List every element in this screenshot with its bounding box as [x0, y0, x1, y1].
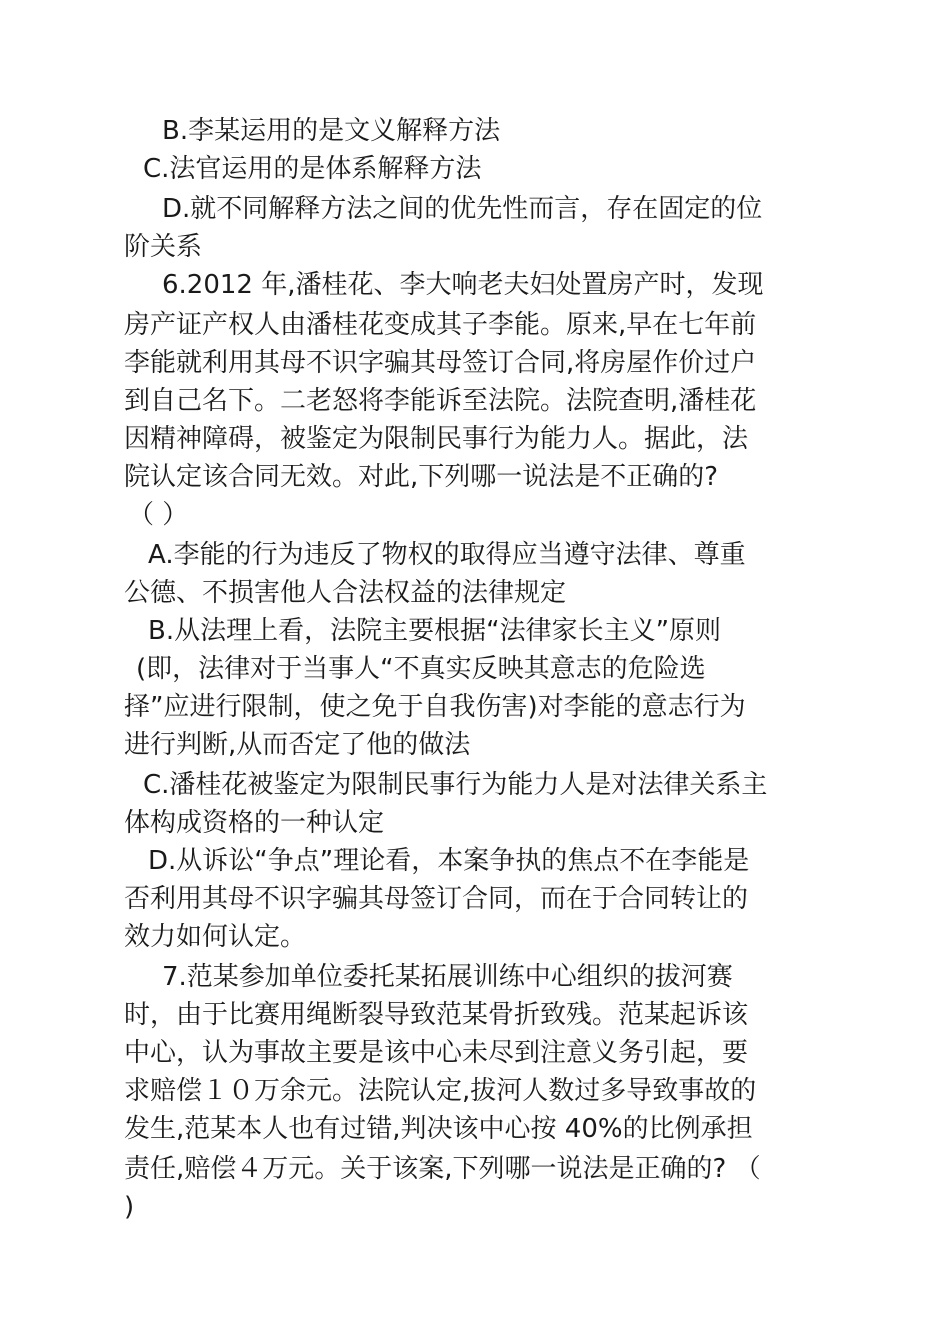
option-d-q6-line-2: 否利用其母不识字骗其母签订合同，而在于合同转让的 [124, 884, 749, 914]
option-d-q6-line-1: D.从诉讼“争点”理论看，本案争执的焦点不在李能是 [148, 846, 750, 876]
question-7-line-7: ) [124, 1192, 135, 1222]
question-6-line-1: 6.2012 年,潘桂花、李大响老夫妇处置房产时，发现 [162, 270, 764, 300]
option-b-q6-line-1: B.从法理上看，法院主要根据“法律家长主义”原则 [148, 616, 722, 646]
option-c-q6-line-1: C.潘桂花被鉴定为限制民事行为能力人是对法律关系主 [143, 770, 768, 800]
option-c-q5: C.法官运用的是体系解释方法 [143, 154, 482, 184]
option-a-q6-line-2: 公德、不损害他人合法权益的法律规定 [124, 578, 567, 608]
question-7-line-1: 7.范某参加单位委托某拓展训练中心组织的拔河赛 [162, 962, 733, 992]
option-d-q5-line-2: 阶关系 [124, 232, 203, 262]
question-6-line-4: 到自己名下。二老怒将李能诉至法院。法院查明,潘桂花 [124, 386, 757, 416]
question-7-line-2: 时，由于比赛用绳断裂导致范某骨折致残。范某起诉该 [124, 1000, 749, 1030]
question-6-line-3: 李能就利用其母不识字骗其母签订合同,将房屋作价过户 [124, 348, 757, 378]
option-b-q6-line-2: (即，法律对于当事人“不真实反映其意志的危险选 [136, 654, 706, 684]
question-6-answer-blank: （ ） [128, 500, 189, 530]
question-7-line-6: 责任,赔偿４万元。关于该案,下列哪一说法是正确的? （ [124, 1154, 761, 1184]
option-d-q6-line-3: 效力如何认定。 [124, 922, 307, 952]
question-6-line-2: 房产证产权人由潘桂花变成其子李能。原来,早在七年前 [124, 310, 757, 340]
question-7-line-5: 发生,范某本人也有过错,判决该中心按 40%的比例承担 [124, 1114, 753, 1144]
question-7-line-3: 中心，认为事故主要是该中心未尽到注意义务引起，要 [124, 1038, 749, 1068]
option-a-q6-line-1: A.李能的行为违反了物权的取得应当遵守法律、尊重 [148, 540, 746, 570]
question-6-line-5: 因精神障碍，被鉴定为限制民事行为能力人。据此，法 [124, 424, 749, 454]
question-6-line-6: 院认定该合同无效。对此,下列哪一说法是不正确的? [124, 462, 719, 492]
option-d-q5-line-1: D.就不同解释方法之间的优先性而言，存在固定的位 [162, 194, 763, 224]
option-b-q6-line-3: 择”应进行限制，使之免于自我伤害)对李能的意志行为 [124, 692, 746, 722]
option-b-q5: B.李某运用的是文义解释方法 [162, 116, 501, 146]
option-c-q6-line-2: 体构成资格的一种认定 [124, 808, 385, 838]
question-7-line-4: 求赔偿１０万余元。法院认定,拔河人数过多导致事故的 [124, 1076, 757, 1106]
option-b-q6-line-4: 进行判断,从而否定了他的做法 [124, 730, 471, 760]
